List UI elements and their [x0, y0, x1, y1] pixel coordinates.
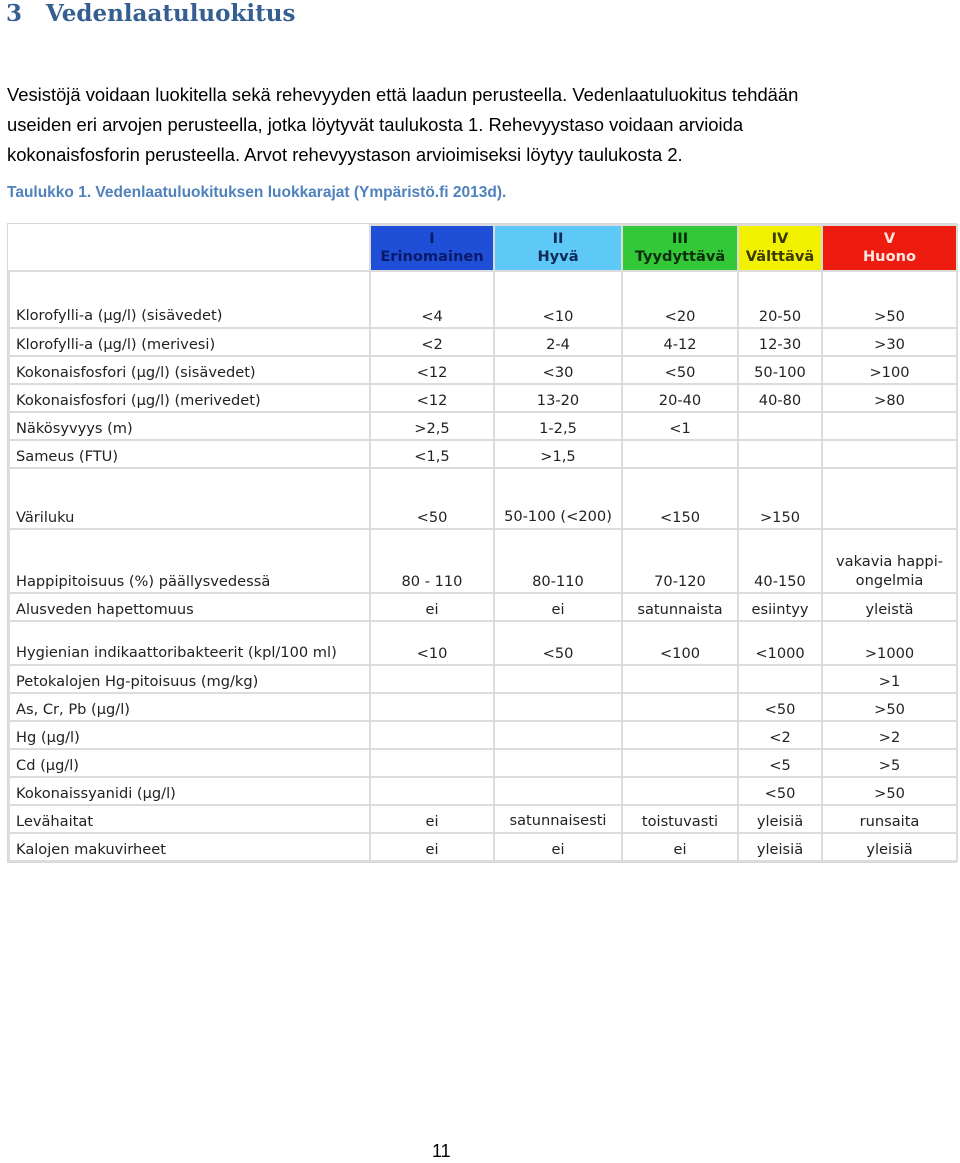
cell-class-2: <10 [494, 271, 622, 328]
cell-class-2 [494, 665, 622, 693]
class-header-3: III Tyydyttävä [622, 225, 738, 271]
water-quality-table [8, 224, 958, 862]
cell-class-1: >2,5 [370, 412, 494, 440]
cell-class-3: 4-12 [622, 328, 738, 356]
table-row [9, 271, 957, 328]
cell-class-2: 50-100 (<200) [494, 468, 622, 529]
cell-class-3: ei [622, 833, 738, 861]
cell-class-5: >30 [822, 328, 957, 356]
cell-class-1: <50 [370, 468, 494, 529]
cell-class-2 [494, 749, 622, 777]
row-label: Näkösyvyys (m) [9, 412, 370, 440]
row-label: Hg (µg/l) [9, 721, 370, 749]
cell-class-2: <30 [494, 356, 622, 384]
cell-class-2: 1-2,5 [494, 412, 622, 440]
cell-class-2 [494, 777, 622, 805]
cell-class-1: ei [370, 593, 494, 621]
cell-class-2: <50 [494, 621, 622, 665]
cell-class-3: satunnaista [622, 593, 738, 621]
cell-class-3: <1 [622, 412, 738, 440]
row-label: Kokonaisfosfori (µg/l) (merivedet) [9, 384, 370, 412]
table-row [9, 384, 957, 412]
row-label: Hygienian indikaattoribakteerit (kpl/100 ml) [9, 621, 370, 665]
cell-class-5: >50 [822, 271, 957, 328]
cell-class-3: <150 [622, 468, 738, 529]
row-label: Cd (µg/l) [9, 749, 370, 777]
cell-class-1: <1,5 [370, 440, 494, 468]
cell-class-3 [622, 440, 738, 468]
row-label: Petokalojen Hg-pitoisuus (mg/kg) [9, 665, 370, 693]
table-row [9, 805, 957, 833]
cell-class-4 [738, 665, 822, 693]
cell-class-1 [370, 693, 494, 721]
cell-class-5 [822, 412, 957, 440]
cell-class-3 [622, 777, 738, 805]
table-row [9, 356, 957, 384]
cell-class-4: 50-100 [738, 356, 822, 384]
cell-class-2 [494, 721, 622, 749]
cell-class-2: 80-110 [494, 529, 622, 593]
cell-class-4: <50 [738, 693, 822, 721]
cell-class-3: <50 [622, 356, 738, 384]
cell-class-1 [370, 749, 494, 777]
table-caption: Taulukko 1. Vedenlaatuluokituksen luokkarajat (Ympäristö.fi 2013d). [7, 184, 507, 201]
table-row [9, 721, 957, 749]
cell-class-1: 80 - 110 [370, 529, 494, 593]
cell-class-4: 12-30 [738, 328, 822, 356]
cell-class-5: yleisiä [822, 833, 957, 861]
header-corner [9, 225, 370, 271]
row-label: Klorofylli-a (µg/l) (sisävedet) [9, 271, 370, 328]
table-row [9, 777, 957, 805]
intro-paragraph [7, 80, 807, 170]
cell-class-4: 40-80 [738, 384, 822, 412]
row-label: Alusveden hapettomuus [9, 593, 370, 621]
table-row [9, 529, 957, 593]
cell-class-3: <20 [622, 271, 738, 328]
table-row [9, 833, 957, 861]
cell-class-4: esiintyy [738, 593, 822, 621]
cell-class-5: yleistä [822, 593, 957, 621]
table-row [9, 693, 957, 721]
paragraph-line: Vesistöjä voidaan luokitella sekä rehevyyden että laadun perusteella. Vedenlaatuluokitus tehdään [7, 84, 799, 105]
row-label: Sameus (FTU) [9, 440, 370, 468]
cell-class-4: >150 [738, 468, 822, 529]
cell-class-2 [494, 693, 622, 721]
section-heading [6, 0, 295, 27]
cell-class-3: toistuvasti [622, 805, 738, 833]
cell-class-5: >80 [822, 384, 957, 412]
class-header-row [9, 225, 957, 271]
cell-class-5: >100 [822, 356, 957, 384]
cell-class-1: <4 [370, 271, 494, 328]
cell-class-4: 40-150 [738, 529, 822, 593]
cell-class-1: <12 [370, 384, 494, 412]
paragraph-line: kokonaisfosforin perusteella. Arvot rehevyystason arvioimiseksi löytyy taulukosta 2. [7, 144, 683, 165]
row-label: Happipitoisuus (%) päällysvedessä [9, 529, 370, 593]
table-row [9, 665, 957, 693]
table-row [9, 328, 957, 356]
cell-class-5: >5 [822, 749, 957, 777]
class-header-5: V Huono [822, 225, 957, 271]
table-row [9, 440, 957, 468]
cell-class-5: >2 [822, 721, 957, 749]
cell-class-3 [622, 721, 738, 749]
cell-class-1: <12 [370, 356, 494, 384]
section-number: 3 [6, 0, 23, 27]
cell-class-3: 70-120 [622, 529, 738, 593]
cell-class-4: yleisiä [738, 805, 822, 833]
row-label: Kalojen makuvirheet [9, 833, 370, 861]
cell-class-2: ei [494, 833, 622, 861]
cell-class-5: >1000 [822, 621, 957, 665]
table-row [9, 593, 957, 621]
class-header-4: IV Välttävä [738, 225, 822, 271]
row-label: Klorofylli-a (µg/l) (merivesi) [9, 328, 370, 356]
cell-class-2: satunnaisesti [494, 805, 622, 833]
cell-class-1 [370, 665, 494, 693]
row-label: Kokonaisfosfori (µg/l) (sisävedet) [9, 356, 370, 384]
cell-class-1 [370, 777, 494, 805]
cell-class-3 [622, 749, 738, 777]
cell-class-1: <2 [370, 328, 494, 356]
paragraph-line: useiden eri arvojen perusteella, jotka löytyvät taulukosta 1. Rehevyystaso voidaan arvioida [7, 114, 744, 135]
cell-class-4 [738, 412, 822, 440]
cell-class-4: <5 [738, 749, 822, 777]
water-quality-table-frame [8, 224, 956, 862]
table-row [9, 468, 957, 529]
cell-class-3 [622, 665, 738, 693]
cell-class-4 [738, 440, 822, 468]
table-row [9, 749, 957, 777]
row-label: Levähaitat [9, 805, 370, 833]
cell-class-5 [822, 468, 957, 529]
cell-class-2: >1,5 [494, 440, 622, 468]
cell-class-4: yleisiä [738, 833, 822, 861]
cell-class-4: <1000 [738, 621, 822, 665]
cell-class-1 [370, 721, 494, 749]
cell-class-5 [822, 440, 957, 468]
cell-class-3: <100 [622, 621, 738, 665]
cell-class-4: 20-50 [738, 271, 822, 328]
cell-class-1: ei [370, 833, 494, 861]
cell-class-1: ei [370, 805, 494, 833]
cell-class-5: runsaita [822, 805, 957, 833]
row-label: As, Cr, Pb (µg/l) [9, 693, 370, 721]
row-label: Kokonaissyanidi (µg/l) [9, 777, 370, 805]
table-row [9, 621, 957, 665]
cell-class-4: <50 [738, 777, 822, 805]
cell-class-2: 2-4 [494, 328, 622, 356]
class-header-1: I Erinomainen [370, 225, 494, 271]
cell-class-5: >1 [822, 665, 957, 693]
class-header-2: II Hyvä [494, 225, 622, 271]
page-number: 11 [432, 1141, 451, 1161]
cell-class-2: ei [494, 593, 622, 621]
cell-class-3: 20-40 [622, 384, 738, 412]
section-title: Vedenlaatuluokitus [46, 0, 296, 27]
cell-class-2: 13-20 [494, 384, 622, 412]
cell-class-5: >50 [822, 693, 957, 721]
table-body [9, 271, 957, 861]
cell-class-5: vakavia happi- ongelmia [822, 529, 957, 593]
row-label: Väriluku [9, 468, 370, 529]
table-row [9, 412, 957, 440]
cell-class-5: >50 [822, 777, 957, 805]
cell-class-3 [622, 693, 738, 721]
cell-class-1: <10 [370, 621, 494, 665]
cell-class-4: <2 [738, 721, 822, 749]
